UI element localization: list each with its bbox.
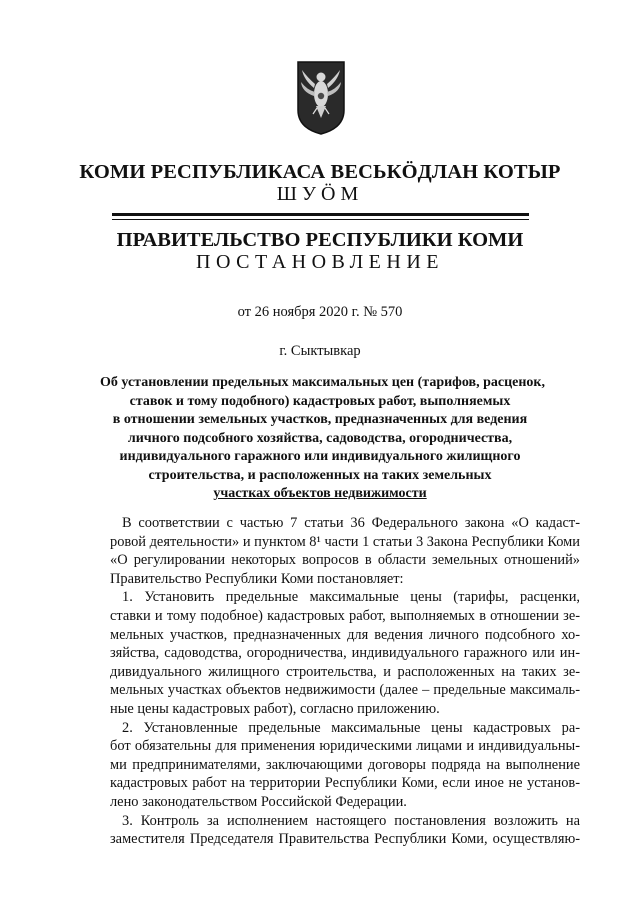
document-type: ПОСТАНОВЛЕНИЕ — [196, 251, 444, 273]
body-line: 1. Установить предельные максимальные цены (тарифы, расценки, — [122, 589, 580, 606]
body-line: 3. Контроль за исполнением настоящего постановления возложить на — [122, 812, 580, 829]
title-line-text: участках объектов недвижимости — [213, 486, 427, 501]
coat-of-arms-emblem — [296, 58, 346, 136]
document-city: г. Сыктывкар — [279, 343, 361, 359]
body-line: дивидуального жилищного строительства, и расположенных на таких зе- — [110, 663, 580, 680]
title-line-underlined — [100, 485, 540, 504]
title-line: Об установлении предельных максимальных цен (тарифов, расценок, — [100, 375, 545, 390]
body-line: Правительство Республики Коми постановляет: — [110, 570, 404, 587]
document-date-number: от 26 ноября 2020 г. № 570 — [237, 304, 403, 320]
body-line: В соответствии с частью 7 статьи 36 Федерального закона «О кадаст- — [122, 515, 580, 531]
komi-header-title: КОМИ РЕСПУБЛИКАСА ВЕСЬКӦДЛАН КОТЫР — [79, 161, 561, 183]
title-line: ставок и тому подобного) кадастровых работ, выполняемых — [129, 393, 511, 409]
body-line: мельных участках объектов недвижимости (далее – предельные максималь- — [110, 682, 580, 699]
title-line: строительства, и расположенных на таких земельных — [148, 467, 492, 483]
title-line: личного подсобного хозяйства, садоводства, огородничества, — [127, 430, 513, 446]
body-line: ставки и тому подобное) кадастровых работ, выполняемых в отношении зе- — [110, 607, 580, 624]
title-line: индивидуального гаражного или индивидуального жилищного — [119, 449, 521, 464]
body-line: зяйства, садоводства, огородничества, индивидуального гаражного или ин- — [110, 645, 580, 662]
body-line: 2. Установленные предельные максимальные цены кадастровых ра- — [122, 719, 580, 736]
header-divider-thin — [112, 219, 529, 220]
government-title: ПРАВИТЕЛЬСТВО РЕСПУБЛИКИ КОМИ — [116, 229, 524, 251]
body-line: лено законодательством Российской Федерации. — [110, 793, 407, 810]
body-line: заместителя Председателя Правительства Республики Коми, осуществляю- — [110, 831, 580, 848]
body-line: мельных участков, предназначенных для ведения личного подсобного хо- — [110, 626, 580, 643]
body-line: бот обязательны для применения юридическими лицами и индивидуальны- — [110, 738, 580, 755]
body-line: «О регулировании некоторых вопросов в области земельных отношений» — [110, 552, 580, 569]
body-line: кадастровых работ на территории Республики Коми, если иное не установ- — [110, 775, 580, 792]
body-line: ные цены кадастровых работ), согласно приложению. — [110, 700, 440, 717]
resolution-body — [110, 514, 580, 849]
komi-header-subtitle: ШУӦМ — [276, 183, 364, 205]
resolution-title — [100, 374, 545, 504]
header-divider-thick — [112, 213, 529, 216]
title-line: в отношении земельных участков, предназначенных для ведения — [112, 412, 528, 427]
body-line: ровой деятельности» и пунктом 8¹ части 1 статьи 3 Закона Республики Коми — [110, 533, 580, 550]
body-line: ми предпринимателями, заключающими договоры подряда на выполнение — [110, 756, 580, 773]
